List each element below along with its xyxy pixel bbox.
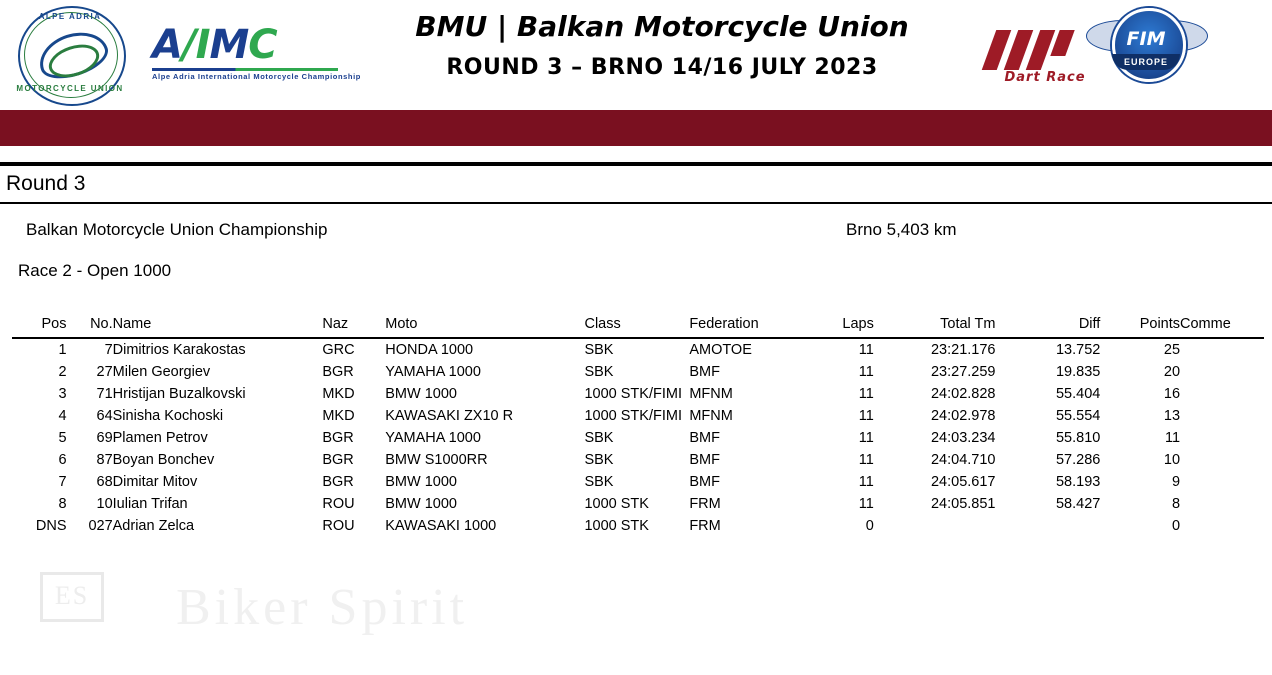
championship-name: Balkan Motorcycle Union Championship <box>26 220 328 239</box>
cell-comment <box>1180 449 1264 471</box>
fim-europe-label: EUROPE <box>1112 54 1180 70</box>
cell-points: 13 <box>1163 408 1181 424</box>
cell-federation: BMF <box>689 430 720 446</box>
aaimc-letter-a: A <box>152 22 182 68</box>
cell-comment <box>1180 471 1264 493</box>
table-row <box>12 427 1264 449</box>
table-row <box>12 515 1264 537</box>
cell-laps: 11 <box>858 452 874 468</box>
cell-name: Hristijan Buzalkovski <box>112 386 246 402</box>
column-header-total-time: Total Tm <box>874 316 996 338</box>
cell-class: 1000 STK <box>584 518 649 534</box>
cell-class: SBK <box>584 364 614 380</box>
event-title-block <box>392 10 932 80</box>
aamu-bottom-text: MOTORCYCLE UNION <box>16 84 124 93</box>
circuit-info: Brno 5,403 km <box>846 220 957 239</box>
cell-no: 027 <box>88 518 113 534</box>
cell-moto: KAWASAKI ZX10 R <box>385 408 514 424</box>
cell-pos: 5 <box>58 430 67 446</box>
event-title: BMU | Balkan Motorcycle Union <box>415 10 909 43</box>
cell-class: 1000 STK/FIMI <box>584 386 682 402</box>
cell-federation: BMF <box>689 364 720 380</box>
column-header-diff: Diff <box>995 316 1100 338</box>
cell-total-time: 24:03.234 <box>930 430 996 446</box>
cell-naz: BGR <box>322 430 354 446</box>
cell-diff: 19.835 <box>1055 364 1101 380</box>
cell-moto: HONDA 1000 <box>385 342 474 358</box>
cell-name: Plamen Petrov <box>112 430 208 446</box>
cell-pos: 2 <box>58 364 67 380</box>
cell-laps: 11 <box>858 474 874 490</box>
cell-no: 71 <box>96 386 113 402</box>
cell-moto: YAMAHA 1000 <box>385 364 481 380</box>
cell-name: Adrian Zelca <box>112 518 195 534</box>
cell-federation: FRM <box>689 496 721 512</box>
cell-naz: ROU <box>322 496 355 512</box>
column-header-name: Name <box>113 316 323 338</box>
table-row <box>12 493 1264 515</box>
results-table-body <box>12 338 1264 537</box>
aaimc-subtitle: Alpe Adria International Motorcycle Championship <box>152 72 361 81</box>
cell-federation: AMOTOE <box>689 342 752 358</box>
cell-total-time: 24:02.828 <box>930 386 996 402</box>
table-header-row <box>12 316 1264 338</box>
cell-name: Boyan Bonchev <box>112 452 215 468</box>
table-row <box>12 361 1264 383</box>
table-row <box>12 338 1264 361</box>
cell-comment <box>1180 361 1264 383</box>
cell-federation: BMF <box>689 452 720 468</box>
cell-comment <box>1180 338 1264 361</box>
race-name: Race 2 - Open 1000 <box>18 261 172 280</box>
cell-naz: ROU <box>322 518 355 534</box>
table-row <box>12 383 1264 405</box>
cell-total-time: 24:02.978 <box>930 408 996 424</box>
column-header-no: No. <box>67 316 113 338</box>
cell-moto: BMW 1000 <box>385 496 457 512</box>
cell-pos: 4 <box>58 408 67 424</box>
cell-moto: KAWASAKI 1000 <box>385 518 497 534</box>
cell-federation: MFNM <box>689 386 733 402</box>
cell-class: SBK <box>584 342 614 358</box>
cell-total-time <box>874 515 996 537</box>
cell-laps: 0 <box>865 518 874 534</box>
cell-points: 10 <box>1163 452 1181 468</box>
cell-class: SBK <box>584 474 614 490</box>
aaimc-letter-m: M <box>209 22 249 68</box>
cell-pos: 7 <box>58 474 67 490</box>
cell-points: 11 <box>1164 430 1181 446</box>
cell-comment <box>1180 493 1264 515</box>
cell-laps: 11 <box>858 342 874 358</box>
cell-total-time: 24:05.617 <box>930 474 996 490</box>
event-subtitle: ROUND 3 – BRNO 14/16 JULY 2023 <box>446 55 878 80</box>
cell-name: Iulian Trifan <box>112 496 188 512</box>
cell-diff: 58.427 <box>1055 496 1101 512</box>
cell-laps: 11 <box>858 496 874 512</box>
page-header <box>0 0 1272 110</box>
cell-no: 68 <box>96 474 113 490</box>
cell-class: 1000 STK/FIMI <box>584 408 682 424</box>
cell-naz: MKD <box>322 408 355 424</box>
column-header-pos: Pos <box>12 316 67 338</box>
cell-class: SBK <box>584 430 614 446</box>
cell-no: 10 <box>96 496 113 512</box>
cell-no: 64 <box>96 408 113 424</box>
cell-laps: 11 <box>858 386 874 402</box>
cell-name: Milen Georgiev <box>112 364 211 380</box>
cell-pos: 3 <box>58 386 67 402</box>
cell-name: Sinisha Kochoski <box>112 408 224 424</box>
cell-no: 27 <box>96 364 113 380</box>
table-row <box>12 449 1264 471</box>
alpe-adria-motorcycle-union-logo <box>8 4 132 104</box>
cell-federation: MFNM <box>689 408 733 424</box>
cell-name: Dimitar Mitov <box>112 474 198 490</box>
cell-points: 16 <box>1163 386 1181 402</box>
cell-total-time: 24:05.851 <box>930 496 996 512</box>
cell-pos: 8 <box>58 496 67 512</box>
column-header-laps: Laps <box>815 316 874 338</box>
maroon-divider-bar <box>0 110 1272 146</box>
column-header-comment: Comme <box>1180 316 1264 338</box>
cell-comment <box>1180 405 1264 427</box>
aaimc-wordmark <box>152 24 342 66</box>
aaimc-underbar <box>152 68 338 71</box>
table-row <box>12 471 1264 493</box>
fim-label: FIM <box>1126 28 1166 50</box>
event-info-block <box>0 204 1272 300</box>
results-table-wrapper <box>0 316 1272 537</box>
cell-pos: DNS <box>35 518 67 534</box>
cell-diff: 55.554 <box>1055 408 1101 424</box>
cell-no: 7 <box>104 342 113 358</box>
cell-points: 0 <box>1171 518 1181 534</box>
column-header-naz: Naz <box>322 316 385 338</box>
cell-total-time: 23:27.259 <box>930 364 996 380</box>
fim-europe-logo <box>1086 2 1206 102</box>
cell-naz: BGR <box>322 364 354 380</box>
column-header-class: Class <box>584 316 689 338</box>
cell-diff: 13.752 <box>1055 342 1101 358</box>
column-header-points: Points <box>1100 316 1180 338</box>
cell-laps: 11 <box>858 408 874 424</box>
aaimc-letter-i: /I <box>181 22 210 68</box>
cell-no: 69 <box>96 430 113 446</box>
cell-diff: 55.810 <box>1055 430 1101 446</box>
cell-federation: BMF <box>689 474 720 490</box>
cell-diff: 58.193 <box>1055 474 1101 490</box>
cell-naz: MKD <box>322 386 355 402</box>
cell-class: 1000 STK <box>584 496 649 512</box>
dart-race-label: Dart Race <box>1004 70 1086 85</box>
table-row <box>12 405 1264 427</box>
cell-no: 87 <box>96 452 113 468</box>
cell-points: 25 <box>1163 342 1181 358</box>
cell-name: Dimitrios Karakostas <box>112 342 246 358</box>
cell-moto: BMW 1000 <box>385 386 457 402</box>
cell-comment <box>1180 383 1264 405</box>
cell-diff: 55.404 <box>1055 386 1101 402</box>
round-title: Round 3 <box>6 172 86 195</box>
cell-comment <box>1180 515 1264 537</box>
cell-naz: BGR <box>322 452 354 468</box>
cell-points: 9 <box>1171 474 1181 490</box>
cell-moto: YAMAHA 1000 <box>385 430 481 446</box>
cell-moto: BMW S1000RR <box>385 452 488 468</box>
cell-total-time: 23:21.176 <box>930 342 996 358</box>
cell-total-time: 24:04.710 <box>930 452 996 468</box>
cell-moto: BMW 1000 <box>385 474 457 490</box>
column-header-moto: Moto <box>385 316 584 338</box>
cell-comment <box>1180 427 1264 449</box>
cell-points: 20 <box>1163 364 1181 380</box>
cell-points: 8 <box>1171 496 1181 512</box>
cell-laps: 11 <box>858 364 874 380</box>
dart-chevron-4-icon <box>1050 30 1074 56</box>
aamu-top-text: ALPE ADRIA <box>38 12 102 21</box>
cell-laps: 11 <box>858 430 874 446</box>
cell-federation: FRM <box>689 518 721 534</box>
cell-pos: 1 <box>58 342 67 358</box>
watermark-badge: ES <box>40 572 104 622</box>
cell-naz: BGR <box>322 474 354 490</box>
cell-diff: 57.286 <box>1055 452 1101 468</box>
cell-pos: 6 <box>58 452 67 468</box>
aaimc-letter-c: C <box>248 22 277 68</box>
watermark-text: Biker Spirit <box>176 579 469 636</box>
results-table <box>12 316 1264 537</box>
cell-diff <box>995 515 1100 537</box>
aaimc-logo <box>152 22 361 86</box>
cell-naz: GRC <box>322 342 355 358</box>
cell-class: SBK <box>584 452 614 468</box>
column-header-federation: Federation <box>689 316 815 338</box>
